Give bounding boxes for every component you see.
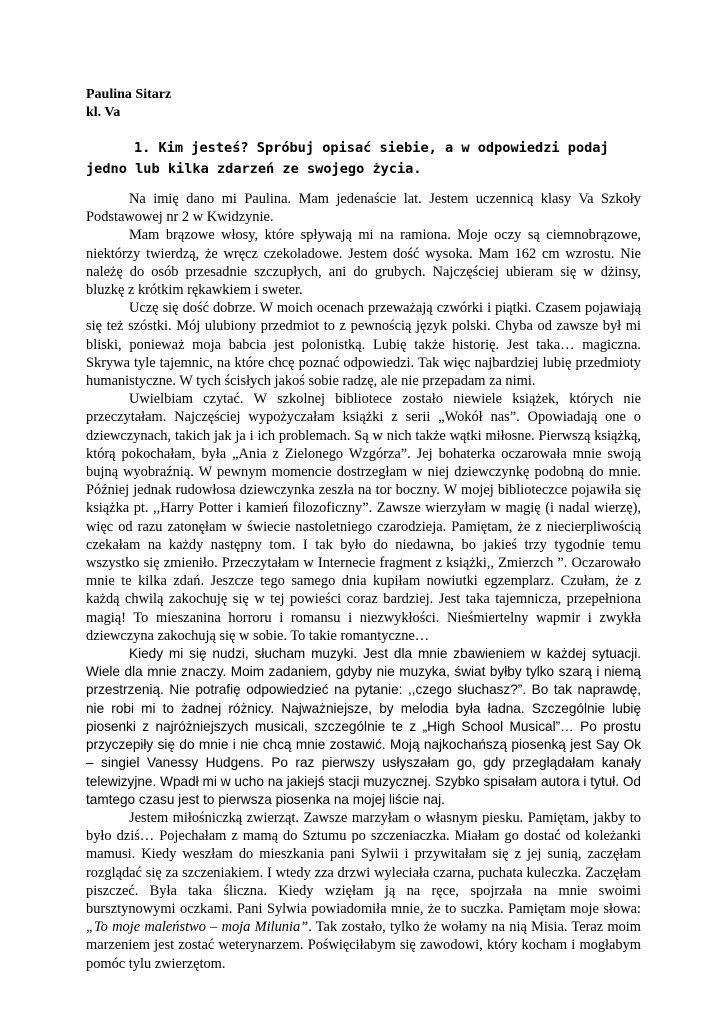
question-heading: 1. Kim jesteś? Spróbuj opisać siebie, a w odpowiedzi podaj jedno lub kilka zdarzeń ze swojego życia. — [86, 140, 609, 177]
paragraph-intro: Na imię dano mi Paulina. Mam jedenaście lat. Jestem uczennicą klasy Va Szkoły Podstawowej nr 2 w Kwidzynie. — [86, 191, 641, 226]
paragraph-appearance: Mam brązowe włosy, które spływają mi na ramiona. Moje oczy są ciemnobrązowe, niektórzy twierdzą, że wręcz czekoladowe. Jestem dość wysoka. Mam 162 cm wzrostu. Nie należę do osób przesadnie szczupłych, ani do grubych. Najczęściej ubieram się w dżinsy, bluzkę z krótkim rękawkiem i sweter. — [86, 227, 641, 299]
paragraph-music: Kiedy mi się nudzi, słucham muzyki. Jest dla mnie zbawieniem w każdej sytuacji. Wiele dla mnie znaczy. Moim zadaniem, gdyby nie muzyka, świat byłby tylko szarą i niemą przestrzenią. Nie potrafię odpowiedzieć na pytanie: ,,czego słuchasz?”. Bo tak naprawdę, nie robi mi to żadnej różnicy. Najważniejsze, by melodia była ładna. Szczególnie lubię piosenki z najróżniejszych musicali, szczególnie te z „High School Musical”… Po prostu przyczepiły się do mnie i nie chcą mnie zostawić. Moją najkochańszą piosenką jest Say Ok – singiel Vanessy Hudgens. Po raz pierwszy usłyszałam go, gdy przeglądałam kanały telewizyjne. Wpadł mi w ucho na jakiejś stacji muzycznej. Szybko spisałam autora i tytuł. Od tamtego czasu jest to pierwsza piosenka na mojej liście naj. — [86, 646, 641, 807]
essay-body — [86, 190, 641, 973]
paragraph-animals — [86, 809, 641, 973]
author-name: Paulina Sitarz — [86, 87, 172, 102]
author-class: kl. Va — [86, 105, 121, 120]
animals-text-start: Jestem miłośniczką zwierząt. Zawsze marzyłam o własnym piesku. Pamiętam, jakby to było dziś… Pojechałam z mamą do Sztumu po szczeniaczka. Miałam go dostać od koleżanki mamusi. Kiedy weszłam do mieszkania pani Sylwii i przywitałam się z jej sunią, zaczęłam rozglądać się za szczeniakiem. I wtedy zza drzwi wyleciała czarna, puchata kuleczka. Zaczęłam piszczeć. Była taka śliczna. Kiedy wzięłam ją na ręce, spojrzała na mnie swoimi bursztynowymi oczkami. Pani Sylwia powiadomiła mnie, że to suczka. Pamiętam moje słowa: — [86, 809, 641, 917]
author-header — [86, 86, 171, 122]
animals-text-end: . Tak zostało, tylko że wołamy na nią Misia. Teraz moim marzeniem jest zostać weterynarzem. Poświęciłabym się zawodowi, który kocham i mogłabym pomóc tylu zwierzętom. — [86, 919, 641, 972]
paragraph-school: Uczę się dość dobrze. W moich ocenach przeważają czwórki i piątki. Czasem pojawiają się też szóstki. Mój ulubiony przedmiot to z pewnością język polski. Chyba od zawsze był mi bliski, ponieważ moja babcia jest polonistką. Lubię także historię. Jest taka… magiczna. Skrywa tyle tajemnic, na które chcę poznać odpowiedzi. Tak więc najbardziej lubię przedmioty humanistyczne. W tych ścisłych jakoś sobie radzę, ale nie przepadam za nimi. — [86, 300, 641, 390]
animals-quote: „To moje maleństwo – moja Milunia” — [86, 919, 309, 936]
paragraph-reading: Uwielbiam czytać. W szkolnej bibliotece zostało niewiele książek, których nie przeczytałam. Najczęściej wypożyczałam książki z serii „Wokół nas”. Opowiadają one o dziewczynach, takich jak ja i ich problemach. Są w nich także wątki miłosne. Pierwszą książką, którą pokochałam, była „Ania z Zielonego Wzgórza”. Jej bohaterka oczarowała mnie swoją bujną wyobraźnią. W pewnym momencie dostrzegłam w niej dziewczynkę podobną do mnie. Później jednak rudowłosa dziewczynka zeszła na tor boczny. W mojej biblioteczce pojawiła się książka pt. ,,Harry Potter i kamień filozoficzny”. Zawsze wierzyłam w magię (i nadal wierzę), więc od razu zatonęłam w świecie nastoletniego czarodzieja. Pamiętam, że z niecierpliwością czekałam na każdy następny tom. I tak było do niedawna, bo jakieś trzy tygodnie temu wszystko się zmieniło. Przeczytałam w Internecie fragment z książki,, Zmierzch ”. Oczarowało mnie te kilka zdań. Jeszcze tego samego dnia kupiłam nowiutki egzemplarz. Czułam, że z każdą chwilą zakochuję się w tej powieści coraz bardziej. Jest taka tajemnicza, przepełniona magią! To mieszanina horroru i romansu i niezwykłości. Nieśmiertelny wapmir i zwykła dziewczyna zakochują się w sobie. To takie romantyczne… — [86, 391, 641, 644]
